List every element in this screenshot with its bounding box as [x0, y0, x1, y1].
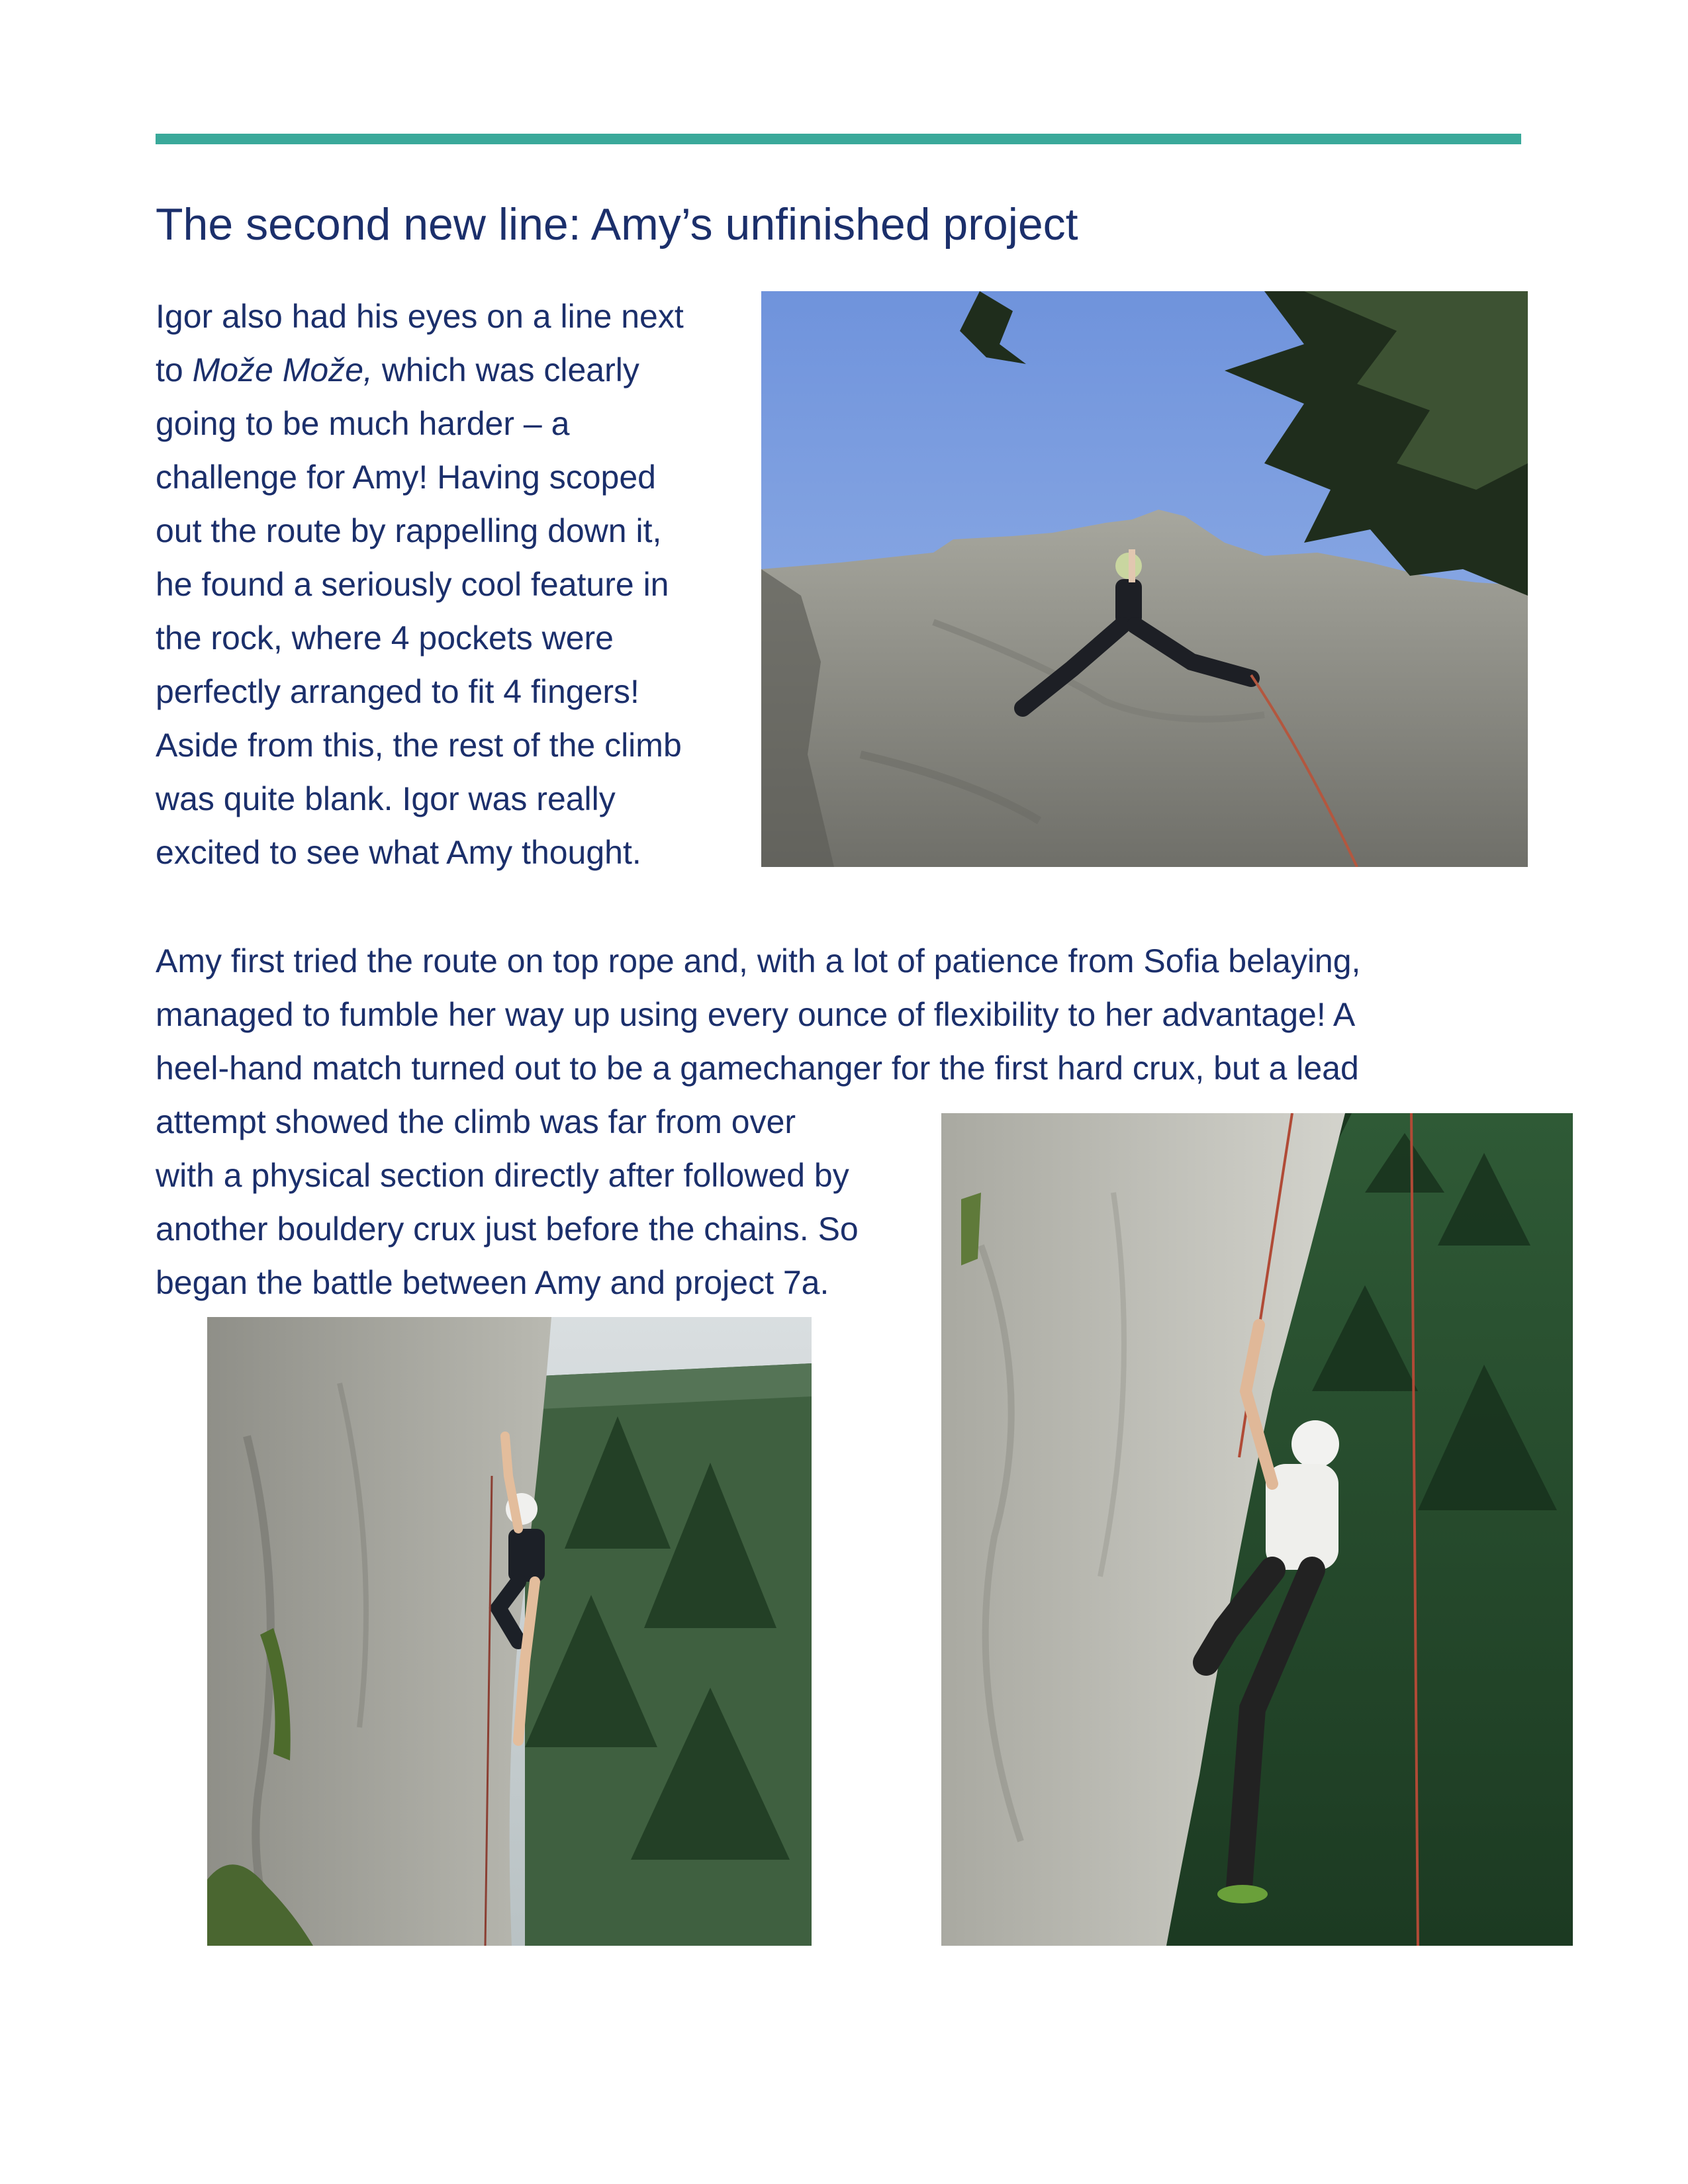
intro-paragraph: [156, 290, 684, 880]
text-line: managed to fumble her way up using every ounce of flexibility to her advantage! A: [156, 996, 1356, 1033]
route-name: Može Može,: [192, 351, 373, 388]
text-line: heel-hand match turned out to be a gamechanger for the first hard crux, but a lead: [156, 1050, 1359, 1087]
page-title: The second new line: Amy’s unfinished project: [156, 199, 1078, 250]
text-line: perfectly arranged to fit 4 fingers!: [156, 673, 639, 710]
photo-climber-top-rope: [941, 1113, 1573, 1946]
text-line: he found a seriously cool feature in: [156, 566, 669, 603]
text-line: attempt showed the climb was far from over: [156, 1103, 796, 1140]
text-line: excited to see what Amy thought.: [156, 834, 641, 871]
text-segment: to: [156, 351, 193, 388]
text-line: the rock, where 4 pockets were: [156, 619, 614, 657]
text-segment: which was clearly: [372, 351, 639, 388]
text-line: Amy first tried the route on top rope and, with a lot of patience from Sofia belaying,: [156, 942, 1361, 979]
text-line: Igor also had his eyes on a line next: [156, 298, 684, 335]
text-line: challenge for Amy! Having scoped: [156, 459, 656, 496]
text-line: Aside from this, the rest of the climb: [156, 727, 682, 764]
header-accent-rule: [156, 134, 1521, 144]
photo-climber-lead: [207, 1317, 812, 1946]
text-line: [156, 343, 684, 397]
text-line: with a physical section directly after followed by: [156, 1157, 849, 1194]
text-line: was quite blank. Igor was really: [156, 780, 616, 817]
text-line: going to be much harder – a: [156, 405, 570, 442]
text-line: out the route by rappelling down it,: [156, 512, 662, 549]
text-line: began the battle between Amy and project 7a.: [156, 1264, 829, 1301]
text-line: another bouldery crux just before the chains. So: [156, 1210, 859, 1248]
photo-climber-splits: [761, 291, 1528, 867]
